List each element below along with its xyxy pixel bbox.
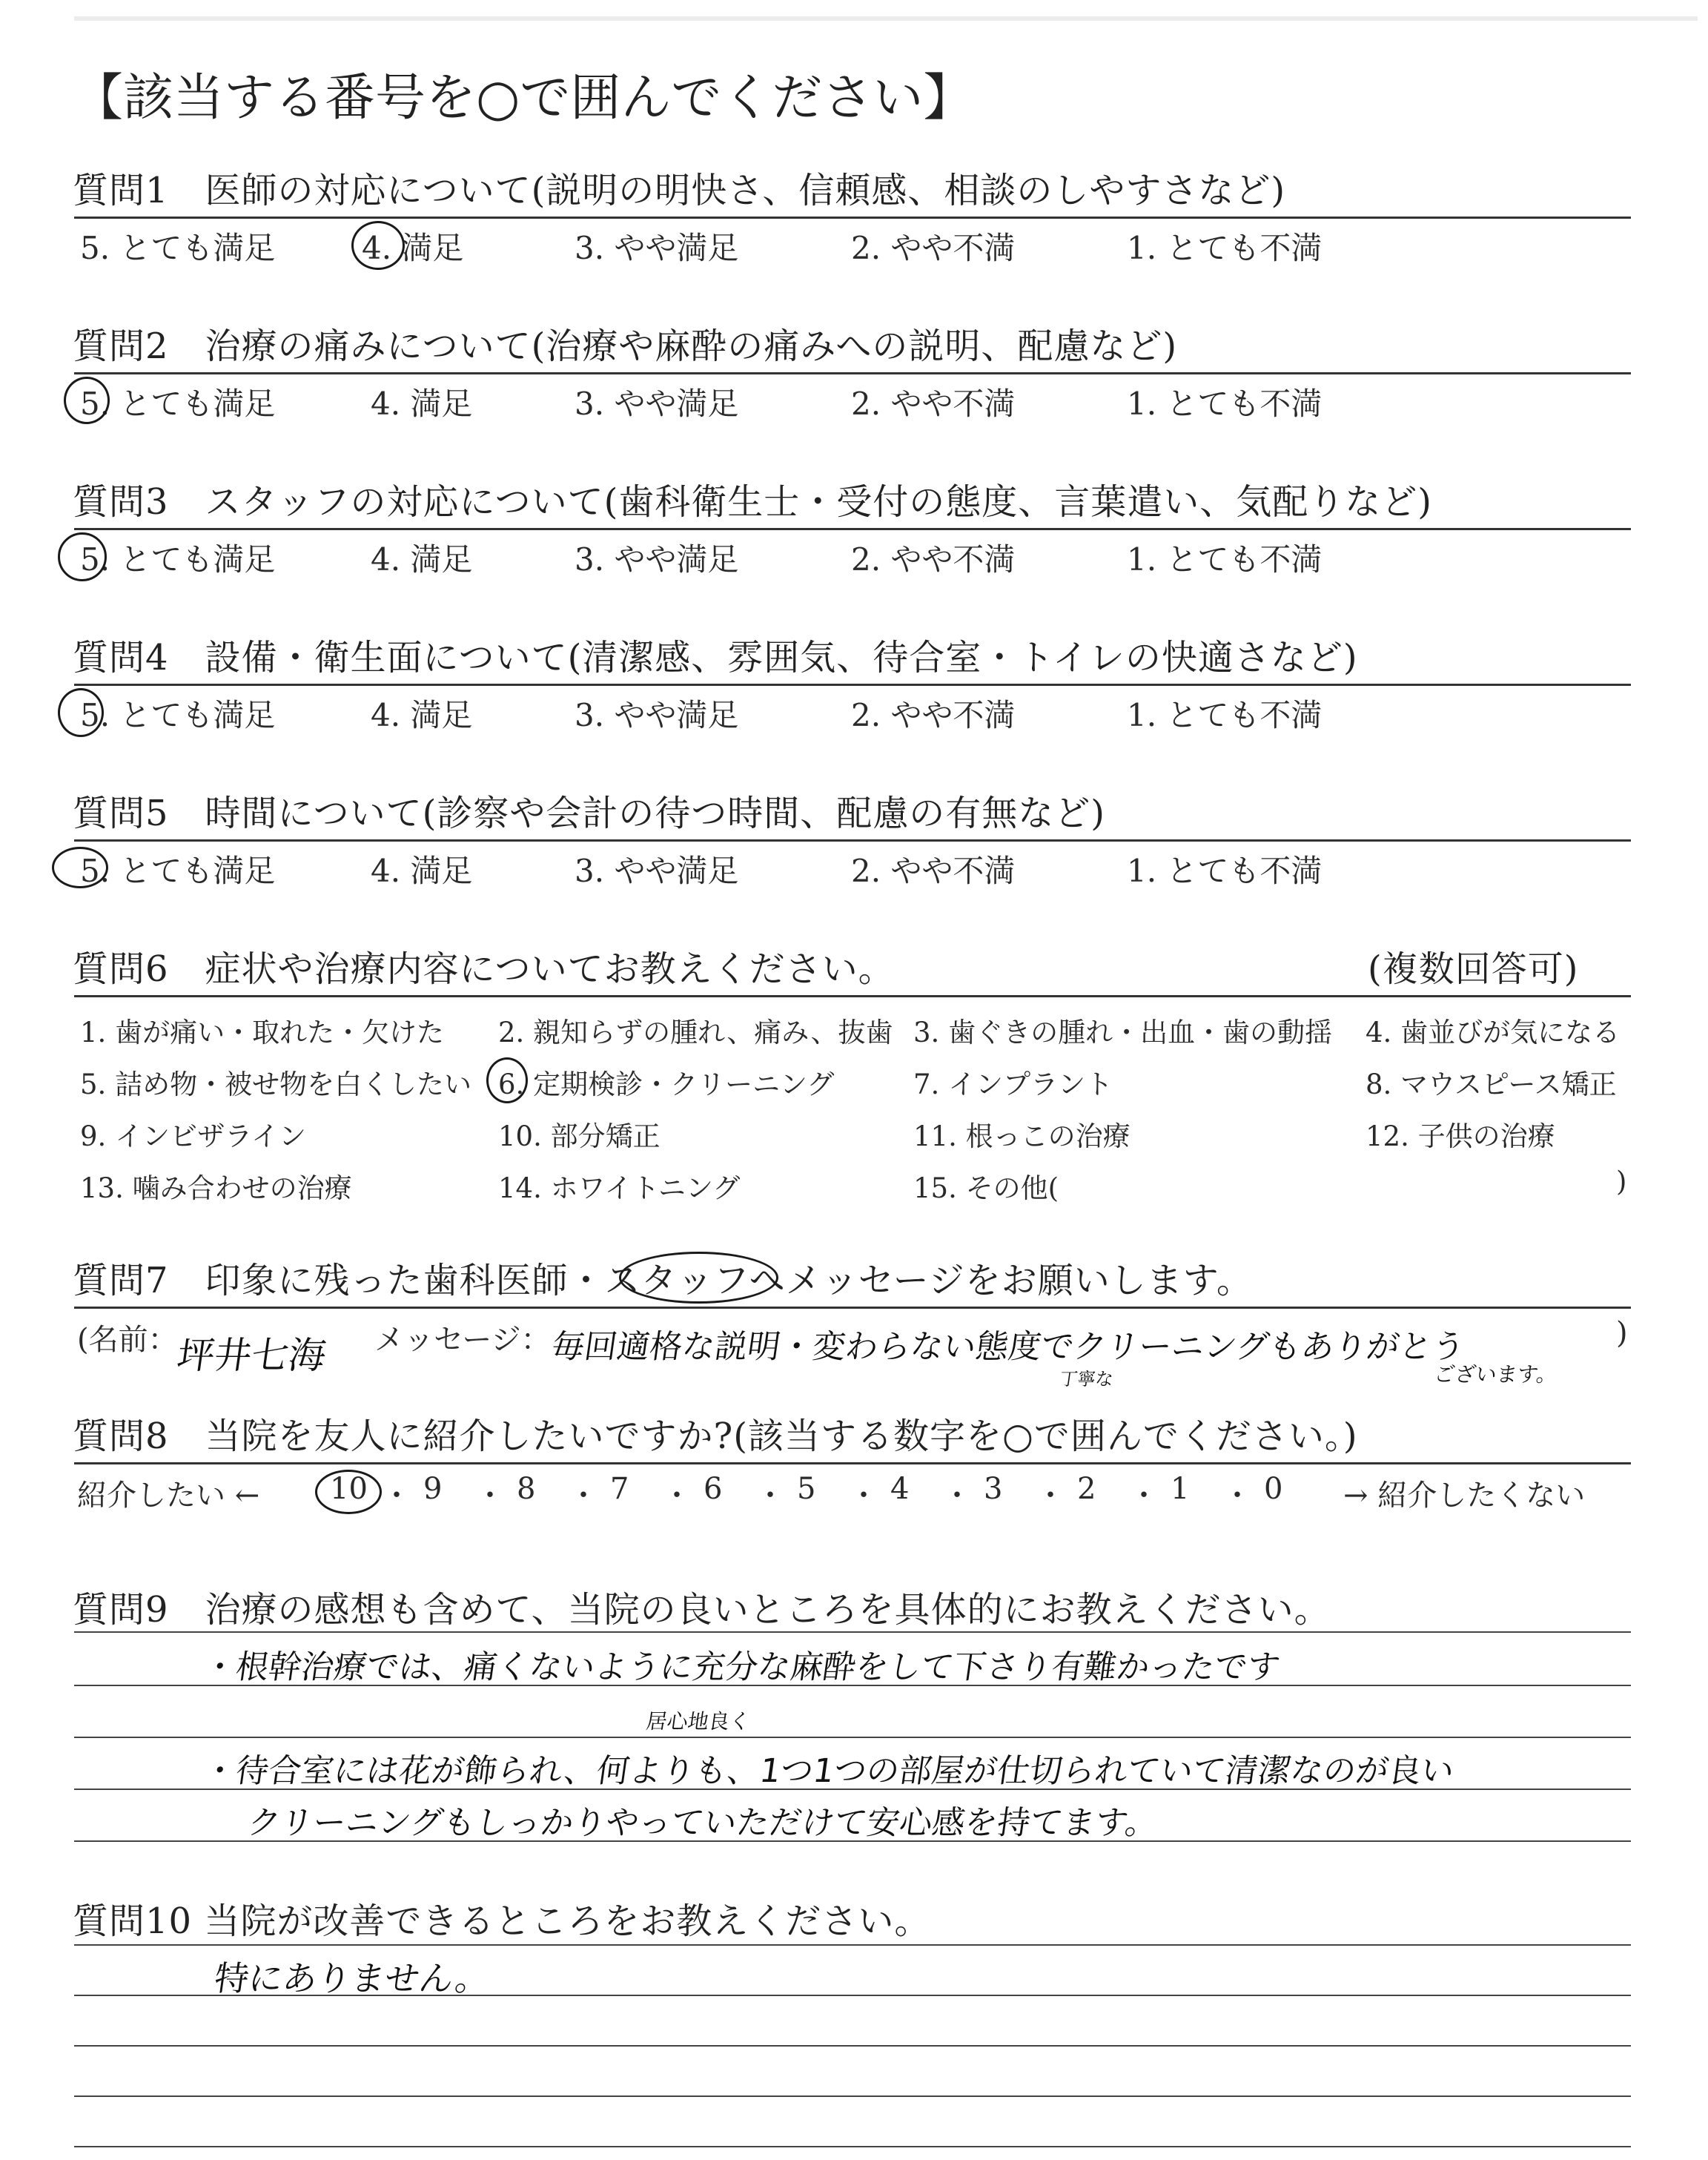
q1-option-2[interactable]: 2. やや不満 <box>851 230 1016 266</box>
q4-selection-circle <box>58 688 104 737</box>
q2-option-1[interactable]: 1. とても不満 <box>1127 386 1323 422</box>
q9-answer-line-2[interactable]: ・待合室には花が飾られ、何よりも、1つ1つの部屋が仕切られていて清潔なのが良い <box>200 1752 1457 1790</box>
q10-answer[interactable]: 特にありません。 <box>211 1958 493 1998</box>
q9-line <box>74 1737 1631 1738</box>
q8-scale-number[interactable]: 0 <box>1264 1472 1283 1506</box>
question-2-heading: 質問2 治療の痛みについて(治療や麻酔の痛みへの説明、配慮など) <box>73 326 1178 367</box>
page-title: 【該当する番号を○で囲んでください】 <box>73 69 974 128</box>
q6-option[interactable]: 12. 子供の治療 <box>1366 1120 1555 1152</box>
question-4-rule <box>74 684 1631 686</box>
q9-line <box>74 1631 1631 1633</box>
q8-scale-separator: ・ <box>662 1479 692 1513</box>
q2-selection-circle <box>64 377 110 424</box>
q5-option-4[interactable]: 4. 満足 <box>371 853 473 889</box>
q3-option-4[interactable]: 4. 満足 <box>371 541 473 578</box>
q8-scale-number[interactable]: 6 <box>704 1472 723 1506</box>
question-6-heading: 質問6 症状や治療内容についてお教えください。 <box>73 948 895 990</box>
q8-scale-separator: ・ <box>569 1479 598 1513</box>
q1-selection-circle <box>351 221 405 270</box>
question-6-rule <box>74 995 1631 997</box>
q8-scale-number[interactable]: 10 <box>330 1472 368 1506</box>
q3-option-3[interactable]: 3. やや満足 <box>575 541 739 578</box>
q6-option[interactable]: 4. 歯並びが気になる <box>1366 1017 1621 1048</box>
q9-answer-line-3[interactable]: クリーニングもしっかりやっていただけて安心感を持てます。 <box>245 1804 1161 1842</box>
q6-option-selected[interactable]: 6. 定期検診・クリーニング <box>498 1069 835 1100</box>
question-5-rule <box>74 839 1631 842</box>
q7-message-end: ございます。 <box>1432 1362 1559 1387</box>
question-1-rule <box>74 217 1631 219</box>
question-6-note: (複数回答可) <box>1368 948 1579 990</box>
q5-option-2[interactable]: 2. やや不満 <box>851 853 1016 889</box>
q10-line <box>74 2146 1631 2147</box>
q8-scale-number[interactable]: 1 <box>1171 1472 1190 1506</box>
q6-option[interactable]: 11. 根っこの治療 <box>913 1120 1131 1152</box>
q8-scale-number[interactable]: 2 <box>1077 1472 1096 1506</box>
question-8-heading: 質問8 当院を友人に紹介したいですか?(該当する数字を○で囲んでください。) <box>73 1416 1358 1457</box>
q10-line <box>74 2045 1631 2047</box>
question-8-rule <box>74 1462 1631 1464</box>
q5-option-1[interactable]: 1. とても不満 <box>1127 853 1323 889</box>
q8-left-label: 紹介したい ← <box>77 1479 260 1513</box>
question-7-heading: 質問7 印象に残った歯科医師・スタッフへメッセージをお願いします。 <box>73 1260 1253 1301</box>
q2-option-2[interactable]: 2. やや不満 <box>851 386 1016 422</box>
q8-scale-separator: ・ <box>755 1479 785 1513</box>
question-5-heading: 質問5 時間について(診察や会計の待つ時間、配慮の有無など) <box>73 793 1106 834</box>
q4-option-4[interactable]: 4. 満足 <box>371 697 473 733</box>
q10-line <box>74 1944 1631 1946</box>
q8-scale-separator: ・ <box>475 1479 505 1513</box>
q8-scale-separator: ・ <box>1036 1479 1065 1513</box>
question-10-heading: 質問10 当院が改善できるところをお教えください。 <box>73 1900 931 1942</box>
q1-option-5[interactable]: 5. とても満足 <box>80 230 276 266</box>
q4-option-1[interactable]: 1. とても不満 <box>1127 697 1323 733</box>
q8-right-label: → 紹介したくない <box>1343 1479 1586 1513</box>
q1-option-3[interactable]: 3. やや満足 <box>575 230 739 266</box>
q2-option-4[interactable]: 4. 満足 <box>371 386 473 422</box>
q8-scale-separator: ・ <box>382 1479 411 1513</box>
q8-scale-separator: ・ <box>1222 1479 1252 1513</box>
question-7-rule <box>74 1307 1631 1309</box>
q1-option-1[interactable]: 1. とても不満 <box>1127 230 1323 266</box>
question-3-heading: 質問3 スタッフの対応について(歯科衛生士・受付の態度、言葉遣い、気配りなど) <box>73 481 1433 523</box>
q6-option[interactable]: 8. マウスピース矯正 <box>1366 1069 1617 1100</box>
q6-option[interactable]: 9. インビザライン <box>80 1120 306 1152</box>
q6-option[interactable]: 13. 噛み合わせの治療 <box>80 1172 352 1204</box>
q6-option[interactable]: 2. 親知らずの腫れ、痛み、抜歯 <box>498 1017 893 1048</box>
q3-option-2[interactable]: 2. やや不満 <box>851 541 1016 578</box>
q9-answer-insert: 居心地良く <box>644 1709 752 1734</box>
q6-selection-circle <box>486 1057 528 1103</box>
q8-scale-number[interactable]: 8 <box>517 1472 536 1506</box>
q10-line <box>74 2095 1631 2097</box>
q5-selection-circle <box>52 847 108 888</box>
q8-scale-separator: ・ <box>849 1479 878 1513</box>
q8-scale-separator: ・ <box>942 1479 972 1513</box>
q7-message-label: メッセージ： <box>374 1323 551 1357</box>
q8-scale-number[interactable]: 4 <box>890 1472 910 1506</box>
q6-option[interactable]: 14. ホワイトニング <box>498 1172 741 1204</box>
question-1-heading: 質問1 医師の対応について(説明の明快さ、信頼感、相談のしやすさなど) <box>73 170 1286 211</box>
q7-name-label: (名前： <box>77 1323 178 1357</box>
q3-selection-circle <box>58 532 107 581</box>
question-4-heading: 質問4 設備・衛生面について(清潔感、雰囲気、待合室・トイレの快適さなど) <box>73 637 1358 678</box>
q6-option[interactable]: 7. インプラント <box>913 1069 1113 1100</box>
q3-option-1[interactable]: 1. とても不満 <box>1127 541 1323 578</box>
q6-option[interactable]: 5. 詰め物・被せ物を白くしたい <box>80 1069 472 1100</box>
q4-option-5[interactable]: 5. とても満足 <box>80 697 276 733</box>
q4-option-2[interactable]: 2. やや不満 <box>851 697 1016 733</box>
q5-option-3[interactable]: 3. やや満足 <box>575 853 739 889</box>
question-2-rule <box>74 372 1631 374</box>
q6-option-other[interactable]: 15. その他( <box>913 1172 1059 1204</box>
question-3-rule <box>74 528 1631 530</box>
q1-option-4[interactable]: 4. 満足 <box>362 230 464 266</box>
q7-name-value[interactable]: 坪井七海 <box>174 1334 329 1377</box>
q6-option[interactable]: 3. 歯ぐきの腫れ・出血・歯の動揺 <box>913 1017 1333 1048</box>
q4-option-3[interactable]: 3. やや満足 <box>575 697 739 733</box>
q3-option-5[interactable]: 5. とても満足 <box>80 541 276 578</box>
q7-staff-circle <box>619 1252 778 1304</box>
q8-scale-number[interactable]: 9 <box>423 1472 443 1506</box>
q8-scale-number[interactable]: 5 <box>797 1472 816 1506</box>
q7-close-paren: ) <box>1616 1316 1628 1350</box>
question-9-heading: 質問9 治療の感想も含めて、当院の良いところを具体的にお教えください。 <box>73 1589 1331 1631</box>
q6-option[interactable]: 1. 歯が痛い・取れた・欠けた <box>80 1017 445 1048</box>
q8-selection-circle <box>315 1470 382 1514</box>
q2-option-5[interactable]: 5. とても満足 <box>80 386 276 422</box>
q6-other-close-paren: ) <box>1616 1166 1627 1198</box>
q8-scale-number[interactable]: 3 <box>984 1472 1003 1506</box>
page-top-edge <box>74 16 1698 21</box>
q8-scale-number[interactable]: 7 <box>610 1472 629 1506</box>
q2-option-3[interactable]: 3. やや満足 <box>575 386 739 422</box>
q6-option[interactable]: 10. 部分矯正 <box>498 1120 661 1152</box>
q8-scale-separator: ・ <box>1129 1479 1159 1513</box>
q5-option-5[interactable]: 5. とても満足 <box>80 853 276 889</box>
q7-message-insert: 丁寧な <box>1058 1369 1115 1390</box>
q9-answer-line-1[interactable]: ・根幹治療では、痛くないように充分な麻酔をして下さり有難かったです <box>200 1648 1282 1686</box>
q7-message-value[interactable]: 毎回適格な説明・変わらない態度でクリーニングもありがとう <box>549 1328 1468 1366</box>
